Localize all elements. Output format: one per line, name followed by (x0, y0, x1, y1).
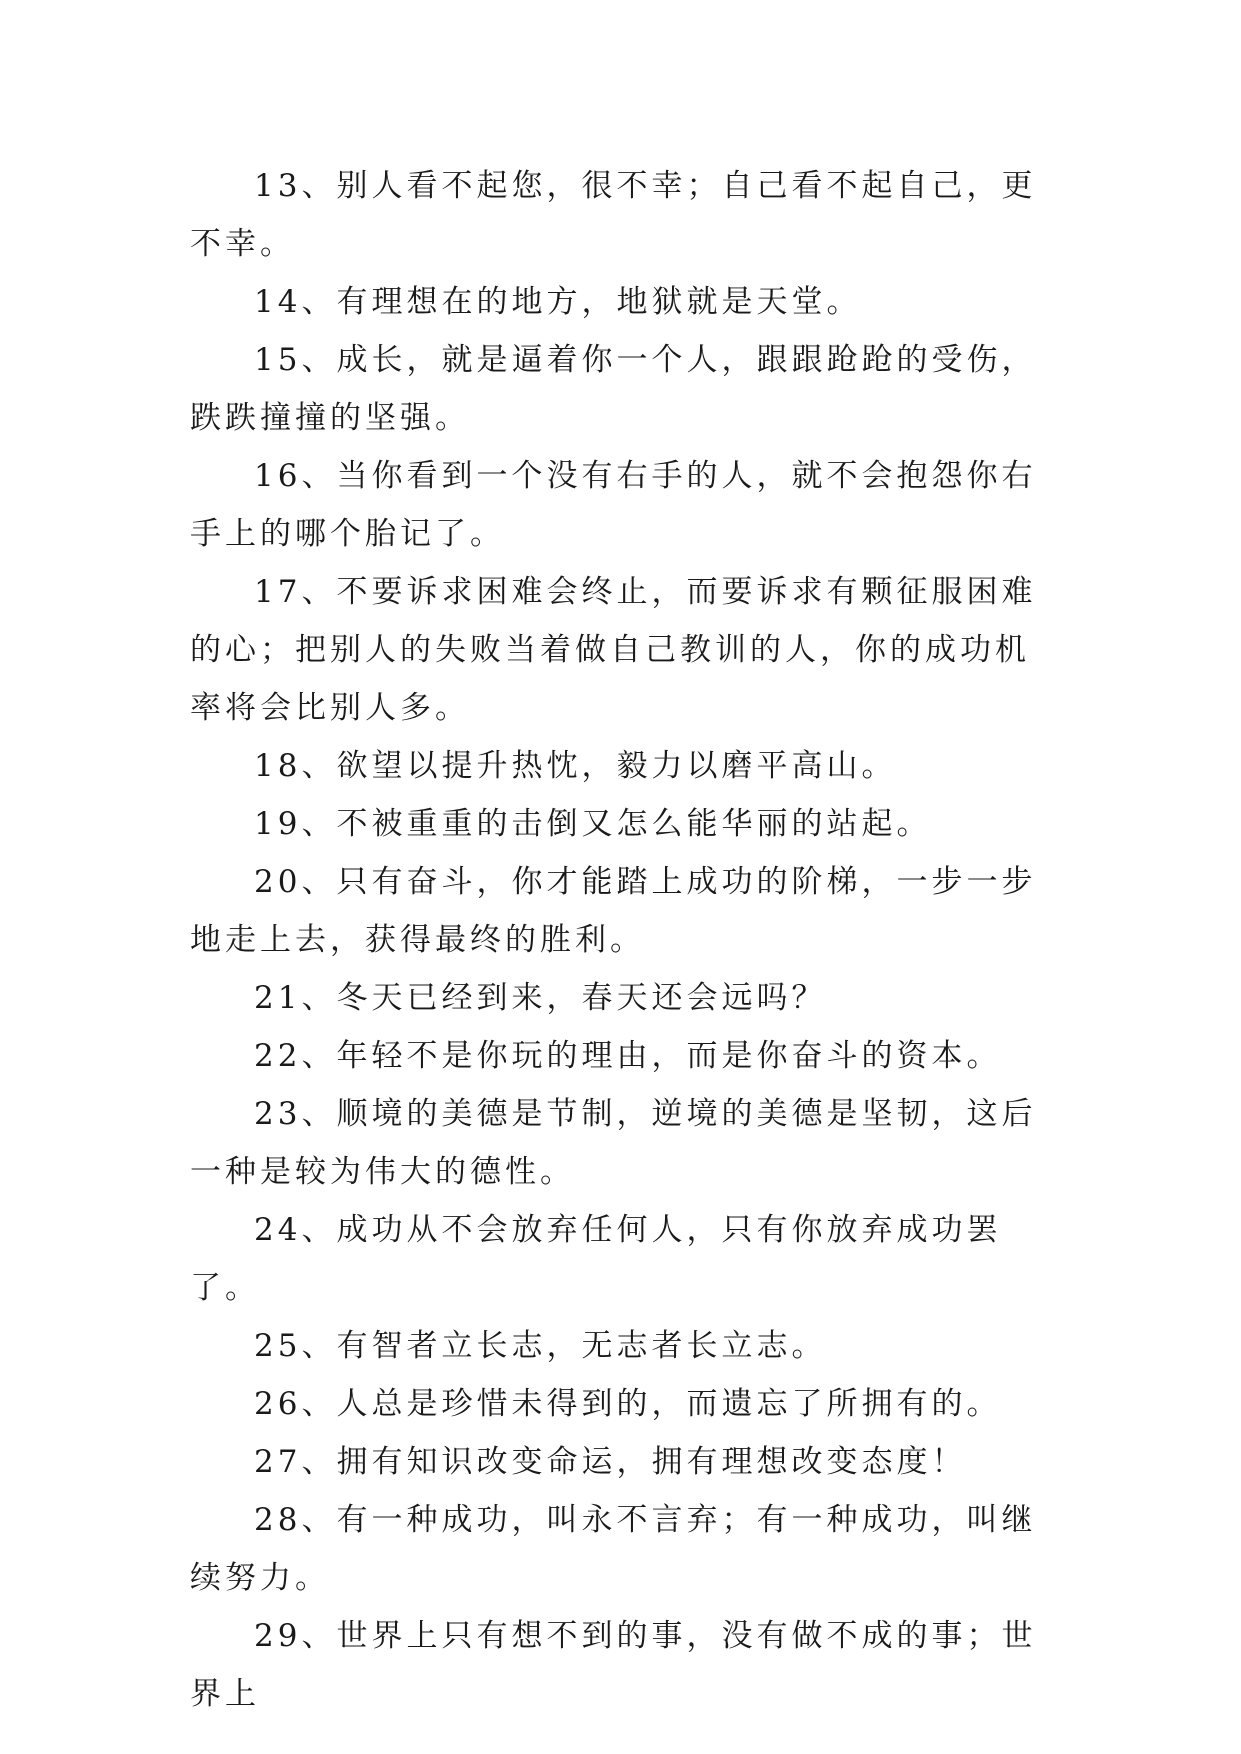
paragraph-17: 17、不要诉求困难会终止，而要诉求有颗征服困难的心；把别人的失败当着做自己教训的人，你的成功机率将会比别人多。 (190, 574, 1037, 726)
paragraph-16: 16、当你看到一个没有右手的人，就不会抱怨你右手上的哪个胎记了。 (190, 458, 1037, 552)
document-body (190, 157, 1050, 1723)
paragraph-18: 18、欲望以提升热忱，毅力以磨平高山。 (254, 748, 897, 784)
paragraph-26: 26、人总是珍惜未得到的，而遗忘了所拥有的。 (254, 1386, 1002, 1422)
paragraph-28: 28、有一种成功，叫永不言弃；有一种成功，叫继续努力。 (190, 1502, 1037, 1596)
paragraph-19: 19、不被重重的击倒又怎么能华丽的站起。 (254, 806, 932, 842)
paragraph-14: 14、有理想在的地方，地狱就是天堂。 (254, 284, 862, 320)
paragraph-20: 20、只有奋斗，你才能踏上成功的阶梯，一步一步地走上去，获得最终的胜利。 (190, 864, 1037, 958)
paragraph-25: 25、有智者立长志，无志者长立志。 (254, 1328, 827, 1364)
paragraph-23: 23、顺境的美德是节制，逆境的美德是坚韧，这后一种是较为伟大的德性。 (190, 1096, 1037, 1190)
paragraph-15: 15、成长，就是逼着你一个人，跟跟跄跄的受伤，跌跌撞撞的坚强。 (190, 342, 1037, 436)
paragraph-22: 22、年轻不是你玩的理由，而是你奋斗的资本。 (254, 1038, 1002, 1074)
paragraph-21: 21、冬天已经到来，春天还会远吗？ (254, 980, 827, 1016)
paragraph-29: 29、世界上只有想不到的事，没有做不成的事；世界上 (190, 1618, 1037, 1712)
paragraph-24: 24、成功从不会放弃任何人，只有你放弃成功罢了。 (190, 1212, 1002, 1306)
paragraph-27: 27、拥有知识改变命运，拥有理想改变态度！ (254, 1444, 967, 1480)
paragraph-13: 13、别人看不起您，很不幸；自己看不起自己，更不幸。 (190, 168, 1037, 262)
